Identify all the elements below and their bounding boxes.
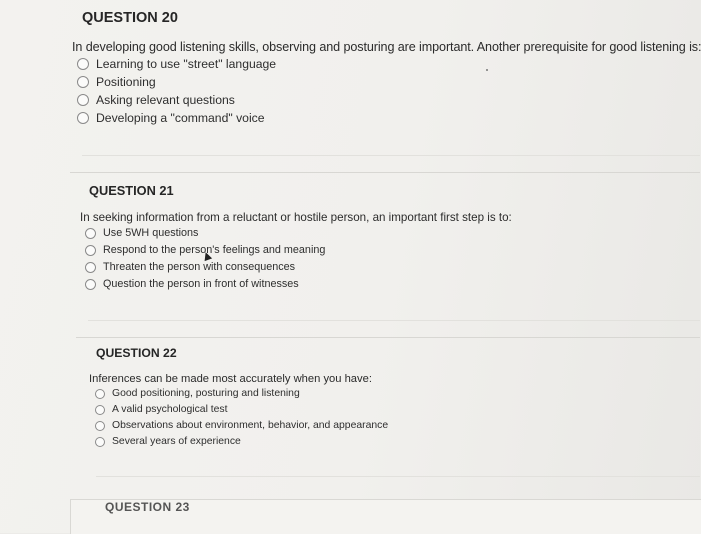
answer-option[interactable] bbox=[77, 93, 235, 107]
radio-button[interactable] bbox=[77, 112, 89, 124]
radio-button[interactable] bbox=[77, 76, 89, 88]
question-title: QUESTION 21 bbox=[89, 183, 174, 198]
radio-button[interactable] bbox=[77, 94, 89, 106]
option-label: Positioning bbox=[96, 75, 156, 89]
question-title: QUESTION 23 bbox=[105, 500, 190, 514]
divider bbox=[76, 337, 700, 338]
option-label: Respond to the person's feelings and meaning bbox=[103, 244, 326, 256]
divider bbox=[82, 155, 700, 156]
radio-button[interactable] bbox=[95, 421, 105, 431]
answer-option[interactable] bbox=[95, 388, 300, 399]
option-label: Learning to use "street" language bbox=[96, 57, 277, 71]
answer-option[interactable] bbox=[77, 57, 276, 71]
question-prompt: Inferences can be made most accurately when you have: bbox=[89, 373, 372, 385]
option-label: Asking relevant questions bbox=[96, 93, 235, 107]
question-23-block bbox=[70, 499, 701, 534]
question-prompt: In developing good listening skills, observing and posturing are important. Another prerequisite for good listening is: bbox=[72, 40, 701, 54]
radio-button[interactable] bbox=[95, 389, 105, 399]
answer-option[interactable] bbox=[77, 75, 156, 89]
option-label: A valid psychological test bbox=[112, 404, 228, 415]
radio-button[interactable] bbox=[85, 228, 96, 239]
option-label: Question the person in front of witnesses bbox=[103, 278, 299, 290]
option-label: Several years of experience bbox=[112, 436, 241, 447]
radio-button[interactable] bbox=[77, 58, 89, 70]
stray-mark bbox=[486, 69, 488, 71]
question-title: QUESTION 20 bbox=[82, 10, 178, 26]
radio-button[interactable] bbox=[95, 437, 105, 447]
option-label: Observations about environment, behavior, and appearance bbox=[112, 420, 389, 431]
answer-option[interactable] bbox=[85, 227, 198, 239]
divider bbox=[88, 320, 700, 321]
divider bbox=[96, 476, 700, 477]
option-label: Threaten the person with consequences bbox=[103, 261, 296, 273]
answer-option[interactable] bbox=[95, 436, 241, 447]
option-label: Use 5WH questions bbox=[103, 227, 199, 239]
answer-option[interactable] bbox=[95, 404, 228, 415]
radio-button[interactable] bbox=[85, 262, 96, 273]
answer-option[interactable] bbox=[85, 278, 299, 290]
divider bbox=[70, 172, 700, 173]
question-prompt: In seeking information from a reluctant or hostile person, an important first step is to: bbox=[80, 211, 512, 224]
answer-option[interactable] bbox=[95, 420, 388, 431]
radio-button[interactable] bbox=[95, 405, 105, 415]
option-label: Developing a "command" voice bbox=[96, 111, 265, 125]
answer-option[interactable] bbox=[85, 261, 295, 273]
question-title: QUESTION 22 bbox=[96, 346, 177, 360]
radio-button[interactable] bbox=[85, 279, 96, 290]
radio-button[interactable] bbox=[85, 245, 96, 256]
option-label: Good positioning, posturing and listening bbox=[112, 388, 300, 399]
answer-option[interactable] bbox=[77, 111, 265, 125]
